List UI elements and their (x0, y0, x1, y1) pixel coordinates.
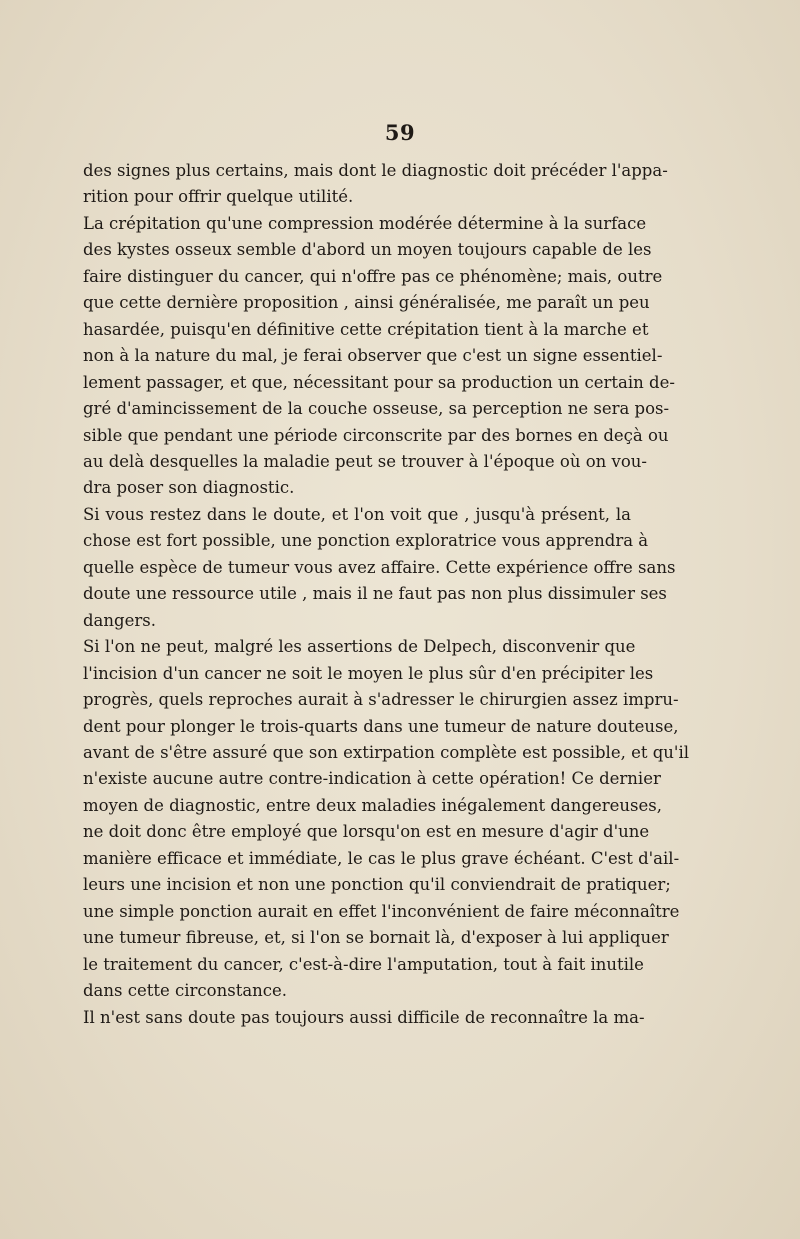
text-line: des kystes osseux semble d'abord un moyen toujours capable de les (83, 240, 652, 260)
paragraph (83, 1005, 645, 1031)
text-line: progrès, quels reproches aurait à s'adresser le chirurgien assez impru- (83, 690, 679, 710)
text-line: leurs une incision et non une ponction qu'il conviendrait de pratiquer; (83, 875, 671, 895)
text-line: moyen de diagnostic, entre deux maladies inégalement dangereuses, (83, 795, 662, 815)
text-line: La crépitation qu'une compression modérée détermine à la surface (83, 213, 647, 233)
text-line: hasardée, puisqu'en définitive cette crépitation tient à la marche et (83, 319, 649, 339)
text-line: quelle espèce de tumeur vous avez affaire. Cette expérience offre sans (83, 557, 676, 577)
text-line: Il n'est sans doute pas toujours aussi difficile de reconnaître la ma- (83, 1007, 645, 1027)
text-line: une simple ponction aurait en effet l'inconvénient de faire méconnaître (83, 901, 680, 921)
text-line: une tumeur fibreuse, et, si l'on se bornait là, d'exposer à lui appliquer (83, 928, 669, 948)
text-line: dent pour plonger le trois-quarts dans une tumeur de nature douteuse, (83, 716, 679, 736)
text-line: n'existe aucune autre contre-indication à cette opération! Ce dernier (83, 769, 661, 789)
text-line: lement passager, et que, nécessitant pour sa production un certain de- (83, 372, 675, 392)
text-line: manière efficace et immédiate, le cas le plus grave échéant. C'est d'ail- (83, 848, 680, 868)
paragraph (83, 211, 675, 502)
text-line: sible que pendant une période circonscrite par des bornes en deçà ou (83, 425, 669, 445)
text-line: des signes plus certains, mais dont le diagnostic doit précéder l'appa- (83, 161, 668, 180)
text-line: Si l'on ne peut, malgré les assertions de Delpech, disconvenir que (83, 637, 636, 657)
text-line: que cette dernière proposition , ainsi généralisée, me paraît un peu (83, 293, 650, 313)
text-line: le traitement du cancer, c'est-à-dire l'amputation, tout à fait inutile (83, 954, 644, 974)
page-number: 59 (384, 120, 416, 145)
text-line: gré d'amincissement de la couche osseuse, sa perception ne sera pos- (83, 399, 670, 419)
text-line: au delà desquelles la maladie peut se trouver à l'époque où on vou- (83, 451, 648, 471)
text-line: non à la nature du mal, je ferai observer que c'est un signe essentiel- (83, 346, 663, 366)
paragraph (83, 634, 690, 1004)
paragraph (83, 158, 668, 211)
text-line: ne doit donc être employé que lorsqu'on est en mesure d'agir d'une (83, 822, 650, 842)
text-line: avant de s'être assuré que son extirpation complète est possible, et qu'il (83, 742, 690, 762)
text-line: l'incision d'un cancer ne soit le moyen le plus sûr d'en précipiter les (83, 663, 654, 683)
body-text (83, 158, 690, 1031)
text-line: rition pour offrir quelque utilité. (83, 187, 354, 207)
text-line: Si vous restez dans le doute, et l'on voit que , jusqu'à présent, la (83, 504, 631, 524)
text-line: chose est fort possible, une ponction exploratrice vous apprendra à (83, 531, 649, 551)
text-line: doute une ressource utile , mais il ne faut pas non plus dissimuler ses (83, 584, 667, 604)
paragraph (83, 502, 676, 634)
text-line: dans cette circonstance. (83, 981, 288, 1001)
text-line: dangers. (83, 610, 156, 630)
text-line: dra poser son diagnostic. (83, 478, 295, 498)
text-line: faire distinguer du cancer, qui n'offre pas ce phénomène; mais, outre (83, 266, 663, 286)
